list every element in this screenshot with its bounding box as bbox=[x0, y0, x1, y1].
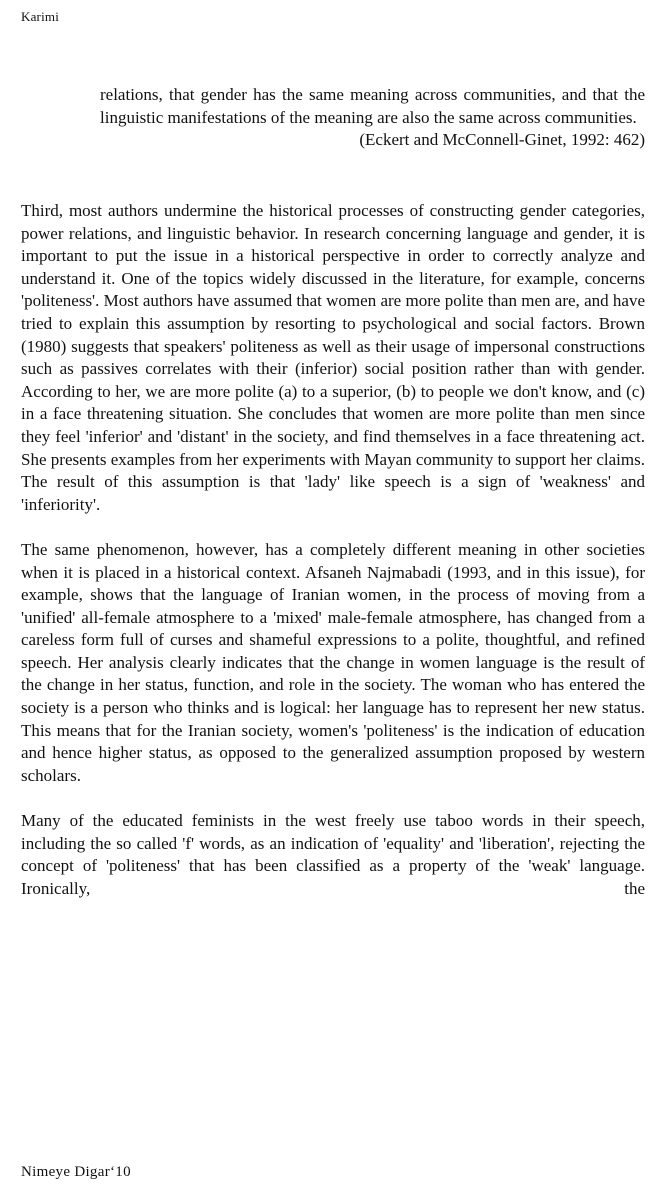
block-quote-citation: (Eckert and McConnell-Ginet, 1992: 462) bbox=[359, 130, 645, 149]
block-quote-text: relations, that gender has the same meaning across communities, and that the linguistic manifestations of the meaning are also the same across communities. bbox=[100, 85, 645, 127]
body-text bbox=[21, 200, 645, 923]
block-quote bbox=[100, 84, 645, 152]
running-head: Karimi bbox=[21, 9, 60, 24]
paragraph-iranian-context: The same phenomenon, however, has a completely different meaning in other societies when it is placed in a historical context. Afsaneh Najmabadi (1993, and in this issue), for example, shows that the language of Iranian women, in the process of moving from a 'unified' all-female atmosphere to a 'mixed' male-female atmosphere, has changed from a careless form full of curses and shameful expressions to a polite, thoughtful, and refined speech. Her analysis clearly indicates that the change in women language is the result of the change in her status, function, and role in the society. The woman who has entered the society is a person who thinks and is logical: her language has to represent her new status. This means that for the Iranian society, women's 'politeness' is the indication of education and hence higher status, as opposed to the generalized assumption proposed by western scholars. bbox=[21, 539, 645, 785]
paragraph-western-feminists: Many of the educated feminists in the west freely use taboo words in their speech, including the so called 'f' words, as an indication of 'equality' and 'liberation', rejecting the concept of 'politeness' that has been classified as a property of the 'weak' language. Ironically, the bbox=[21, 811, 645, 898]
page-footer: Nimeye Digar‘10 bbox=[21, 1164, 131, 1180]
paragraph-third-point: Third, most authors undermine the historical processes of constructing gender categories, power relations, and linguistic behavior. In research concerning language and gender, it is important to put the issue in a historical perspective in order to correctly analyze and understand it. One of the topics widely discussed in the literature, for example, concerns 'politeness'. Most authors have assumed that women are more polite than men are, and have tried to explain this assumption by resorting to psychological and social factors. Brown (1980) suggests that speakers' politeness as well as their usage of impersonal constructions such as passives correlates with their (inferior) social position rather than with gender. According to her, we are more polite (a) to a superior, (b) to people we don't know, and (c) in a face threatening situation. She concludes that women are more polite than men since they feel 'inferior' and 'distant' in the society, and find themselves in a face threatening act. She presents examples from her experiments with Mayan community to support her claims. The result of this assumption is that 'lady' like speech is a sign of 'weakness' and 'inferiority'. bbox=[21, 201, 645, 514]
